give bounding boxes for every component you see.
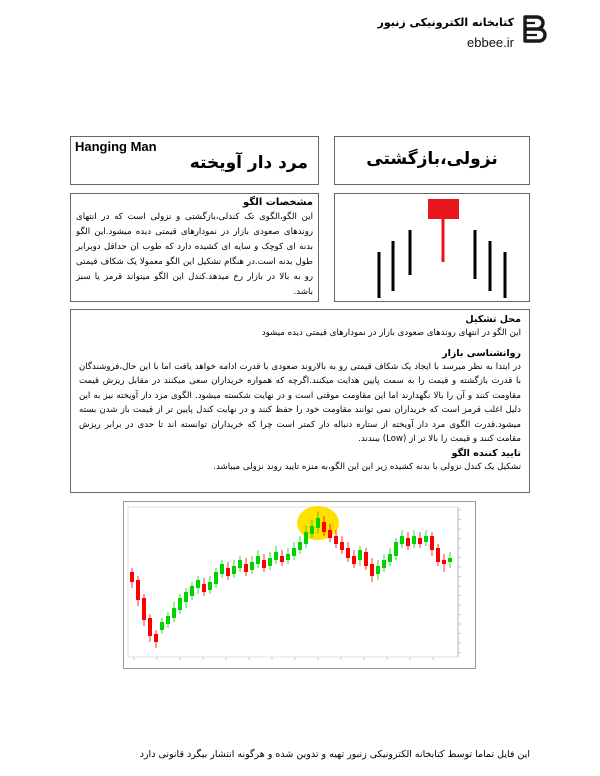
candle-body [250,562,254,570]
candle-body [394,542,398,556]
pattern-type-box [334,136,530,185]
example-chart [123,501,476,669]
candle-body [328,530,332,538]
pattern-title-en: Hanging Man [75,139,157,154]
pattern-title-box [70,136,319,185]
candle-body [286,554,290,560]
candle-body [166,616,170,624]
candle-body [202,584,206,592]
candle-body [190,586,194,596]
psychology-heading: روانشناسی بازار [442,347,521,359]
candle-body [244,564,248,572]
candle-body [310,526,314,534]
candle-body [316,518,320,528]
pattern-specs-box [70,193,319,302]
candle-body [400,536,404,544]
candle-body [442,560,446,564]
candle-body [136,580,140,600]
candle-body [220,564,224,574]
brand-logo-icon [519,14,549,44]
candle-body [370,564,374,576]
candle-body [376,566,380,574]
candle-body [184,592,188,602]
icon-body [428,199,459,219]
specs-heading: مشخصات الگو [243,197,313,208]
brand-name: کتابخانه الکترونیکی زنبور [377,16,514,29]
pattern-description-box [70,309,530,493]
candle-body [232,566,236,574]
candlestick-chart-image [124,502,475,668]
psychology-body: در ابتدا به نظر میرسد با ایجاد یک شکاف قیمتی رو به بالاروند صعودی با قدرت ادامه خواهد یافت اما با این حال،فروشندگان با قدرت بازگشته و قیمت را به سمت پایین هدایت میکنند.اگرچه که همواره خریداران سعی میکنند در مقابل ریزش قیمت مقاومت کنند و آن را بالا نگهدارند اما این مقاومت موقتی است و در نهایت شکسته میشود. الگوی مرد دار آویخته نیز به این دلیل اغلب قرمز است که خریداران نمی توانند مقاومت خود را حفظ کنند و در نهایت کندل پایین تر از قیمت باز شدن بسته میشود.قدرت الگوی مرد دار آویخته از ستاره دنباله دار کمتر است چرا که خریداران توانسته اند تا حدی در برابر ریزش مقامت کنند و قیمت را بالا تر از (Low) ببندند. [79,361,521,444]
candle-body [430,536,434,550]
candle-body [346,548,350,558]
candle-body [160,622,164,630]
candle-body [406,538,410,546]
candle-body [142,598,146,620]
location-heading: محل تشکیل [465,314,521,325]
candle-body [256,556,260,564]
copyright-notice: این فایل تماما توسط کتابخانه الکترونیکی زنبور تهیه و تدوین شده و هرگونه انتشار بیگرد قانونی دارد [139,749,530,760]
candle-body [298,542,302,550]
candle-body [280,556,284,562]
candle-body [322,522,326,532]
candle-body [262,560,266,568]
candle-body [292,548,296,556]
specs-body: این الگو،الگوی تک کندلی،بازگشتی و نزولی است که در انتهای روندهای صعودی بازار در نمودارهای قیمتی دیده میشود.این الگو بدنه ای کوچک و سایه ای کشیده دارد که طوب ان حداقل دوبرابر طول بدنه است.در هنگام تشکیل این الگو معمولا یک شکاف قیمتی رو به بالا در بازار رخ میدهد.کندل این الگو میتواند قرمز یا سبز باشد. [76,212,313,297]
candle-body [412,536,416,544]
candle-body [418,538,422,544]
candle-body [334,536,338,544]
candle-body [388,554,392,562]
candle-body [178,598,182,610]
hanging-man-icon [335,194,529,301]
candle-body [424,536,428,542]
pattern-title-fa: مرد دار آویخته [189,153,308,173]
candle-body [214,572,218,584]
candle-body [352,556,356,564]
brand-url[interactable]: ebbee.ir [467,35,514,50]
candle-body [238,560,242,568]
candle-body [358,550,362,560]
candle-body [154,634,158,642]
candle-body [172,608,176,618]
candle-body [436,548,440,562]
candle-body [130,572,134,582]
location-body: این الگو در انتهای روندهای صعودی بازار در نمودارهای قیمتی دیده میشود [261,328,521,338]
candle-body [208,582,212,590]
candle-body [304,532,308,544]
pattern-icon-box [334,193,530,302]
candle-body [268,558,272,566]
candle-body [448,558,452,562]
confirm-heading: تایید کننده الگو [451,447,521,459]
candle-body [148,618,152,636]
candle-body [226,568,230,576]
candle-body [274,552,278,560]
candle-body [340,542,344,550]
confirm-body: تشکیل یک کندل نزولی با بدنه کشیده زیر این این الگو،به منزه تایید روند نزولی میباشد. [213,461,521,472]
pattern-type: نزولی،بازگشتی [366,149,498,169]
candle-body [382,560,386,568]
candle-body [364,552,368,566]
candle-body [196,580,200,588]
